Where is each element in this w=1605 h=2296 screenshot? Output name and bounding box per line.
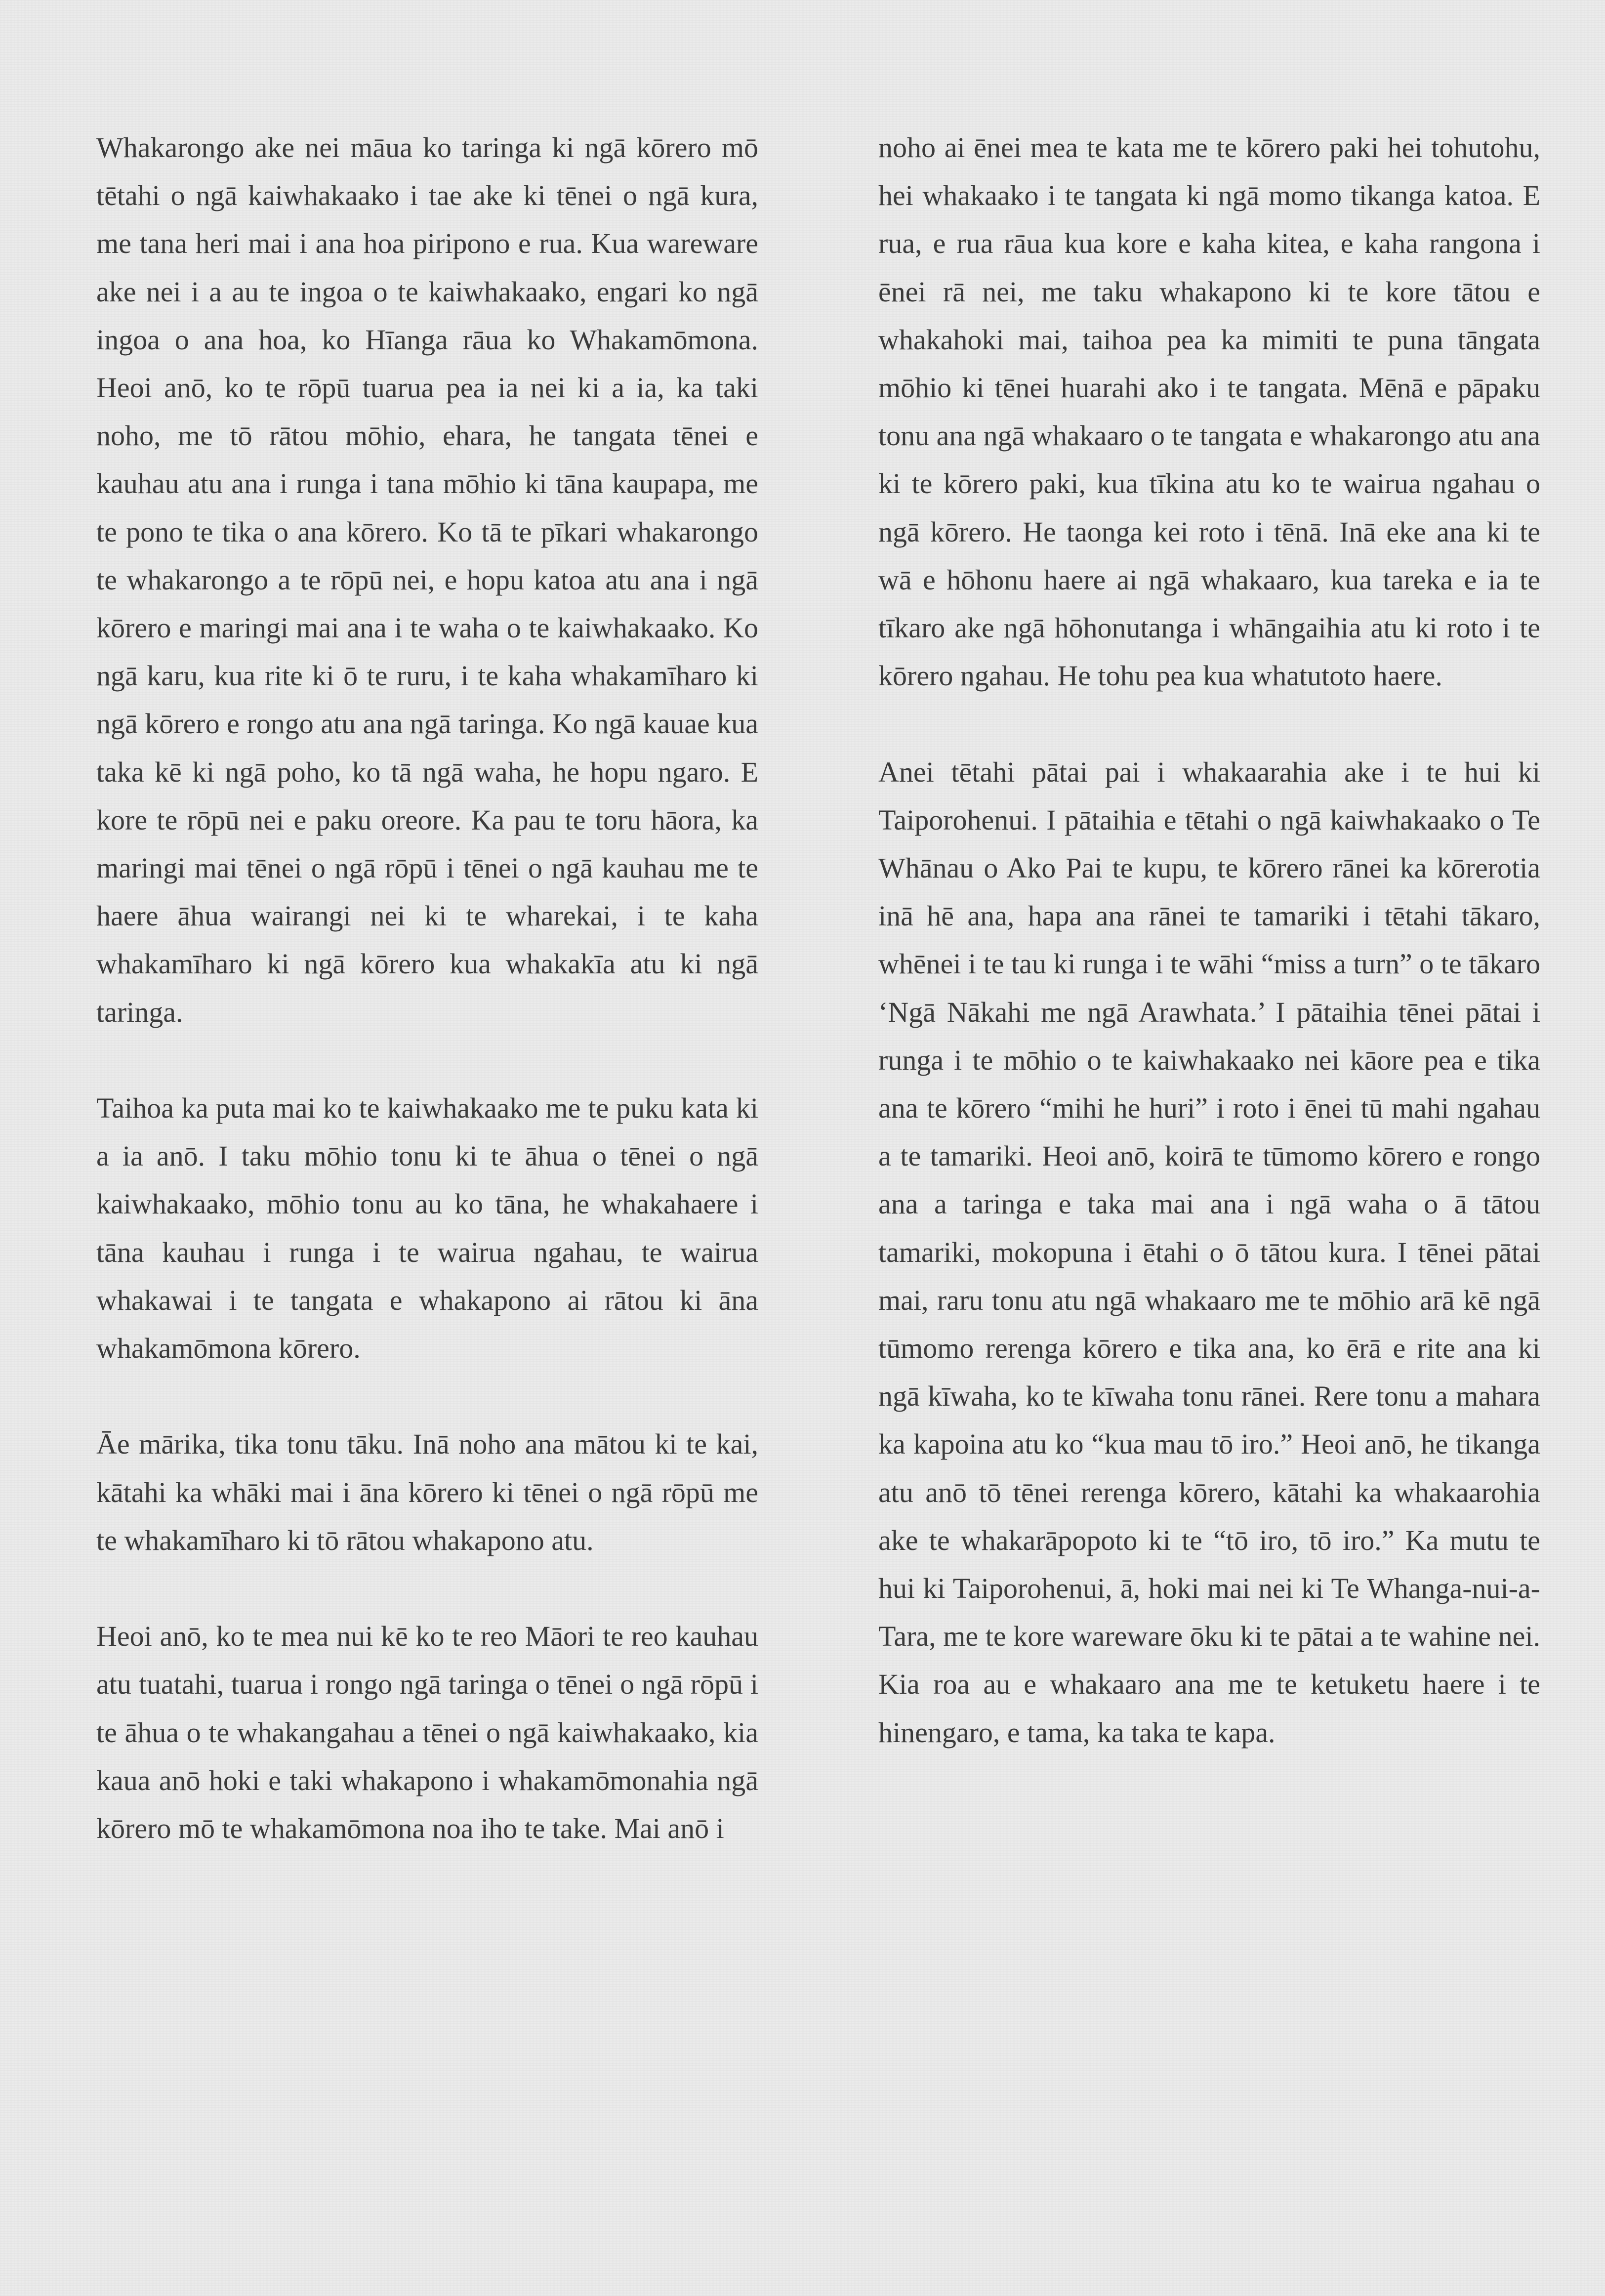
paragraph-left-3: Āe mārika, tika tonu tāku. Inā noho ana mātou ki te kai, kātahi ka whāki mai i āna kōrero ki tēnei o ngā rōpū me te whakamīharo ki tō rātou whakapono atu.	[96, 1428, 758, 1556]
paragraph-left-4: Heoi anō, ko te mea nui kē ko te reo Māori te reo kauhau atu tuatahi, tuarua i rongo ngā taringa o tēnei o ngā rōpū i te āhua o te whakangahau a tēnei o ngā kaiwhakaako, kia kaua anō hoki e taki whakapono i whakamōmonahia ngā kōrero mō te whakamōmona noa iho te take. Mai anō i	[96, 1620, 758, 1845]
paragraph-left-2: Taihoa ka puta mai ko te kaiwhakaako me te puku kata ki a ia anō. I taku mōhio tonu ki te āhua o tēnei o ngā kaiwhakaako, mōhio tonu au ko tāna, he whakahaere i tāna kauhau i runga i te wairua ngahau, te wairua whakawai i te tangata e whakapono ai rātou ki āna whakamōmona kōrero.	[96, 1092, 758, 1365]
paragraph-right-2: Anei tētahi pātai pai i whakaarahia ake i te hui ki Taiporohenui. I pātaihia e tētahi o ngā kaiwhakaako o Te Whānau o Ako Pai te kupu, te kōrero rānei ka kōrerotia inā hē ana, hapa ana rānei te tamariki i tētahi tākaro, whēnei i te tau ki runga i te wāhi “miss a turn” o te tākaro ‘Ngā Nākahi me ngā Arawhata.’ I pātaihia tēnei pātai i runga i te mōhio o te kaiwhakaako nei kāore pea e tika ana te kōrero “mihi he huri” i roto i ēnei tū mahi ngahau a te tamariki. Heoi anō, koirā te tūmomo kōrero e rongo ana a taringa e taka mai ana i ngā waha o ā tātou tamariki, mokopuna i ētahi o ō tātou kura. I tēnei pātai mai, raru tonu atu ngā whakaaro me te mōhio arā kē ngā tūmomo rerenga kōrero e tika ana, ko ērā e rite ana ki ngā kīwaha, ko te kīwaha tonu rānei. Rere tonu a mahara ka kapoina atu ko “kua mau tō iro.” Heoi anō, he tikanga atu anō tō tēnei rerenga kōrero, kātahi ka whakaarohia ake te whakarāpopoto ki te “tō iro, tō iro.” Ka mutu te hui ki Taiporohenui, ā, hoki mai nei ki Te Whanga-nui-a-Tara, me te kore wareware ōku ki te pātai a te wahine nei. Kia roa au e whakaaro ana me te ketuketu haere i te hinengaro, e tama, ka taka te kapa.	[878, 755, 1541, 1749]
paragraph-left-1: Whakarongo ake nei māua ko taringa ki ngā kōrero mō tētahi o ngā kaiwhakaako i tae ake ki tēnei o ngā kura, me tana heri mai i ana hoa piripono e rua. Kua wareware ake nei i a au te ingoa o te kaiwhakaako, engari ko ngā ingoa o ana hoa, ko Hīanga rāua ko Whakamōmona. Heoi anō, ko te rōpū tuarua pea ia nei ki a ia, ka taki noho, me tō rātou mōhio, ehara, he tangata tēnei e kauhau atu ana i runga i tana mōhio ki tāna kaupapa, me te pono te tika o ana kōrero. Ko tā te pīkari whakarongo te whakarongo a te rōpū nei, e hopu katoa atu ana i ngā kōrero e maringi mai ana i te waha o te kaiwhakaako. Ko ngā karu, kua rite ki ō te ruru, i te kaha whakamīharo ki ngā kōrero e rongo atu ana ngā taringa. Ko ngā kauae kua taka kē ki ngā poho, ko tā ngā waha, he hopu ngaro. E kore te rōpū nei e paku oreore. Ka pau te toru hāora, ka maringi mai tēnei o ngā rōpū i tēnei o ngā kauhau me te haere āhua wairangi nei ki te wharekai, i te kaha whakamīharo ki ngā kōrero kua whakakīa atu ki ngā taringa.	[96, 131, 758, 1028]
left-column	[96, 124, 758, 1852]
paragraph-right-1: noho ai ēnei mea te kata me te kōrero paki hei tohutohu, hei whakaako i te tangata ki ngā momo tikanga katoa. E rua, e rua rāua kua kore e kaha kitea, e kaha rangona i ēnei rā nei, me taku whakapono ki te kore tātou e whakahoki mai, taihoa pea ka mimiti te puna tāngata mōhio ki tēnei huarahi ako i te tangata. Mēnā e pāpaku tonu ana ngā whakaaro o te tangata e whakarongo atu ana ki te kōrero paki, kua tīkina atu ko te wairua ngahau o ngā kōrero. He taonga kei roto i tēnā. Inā eke ana ki te wā e hōhonu haere ai ngā whakaaro, kua tareka e ia te tīkaro ake ngā hōhonutanga i whāngaihia atu ki roto i te kōrero ngahau. He tohu pea kua whatutoto haere.	[878, 131, 1540, 692]
right-column	[878, 124, 1540, 1756]
